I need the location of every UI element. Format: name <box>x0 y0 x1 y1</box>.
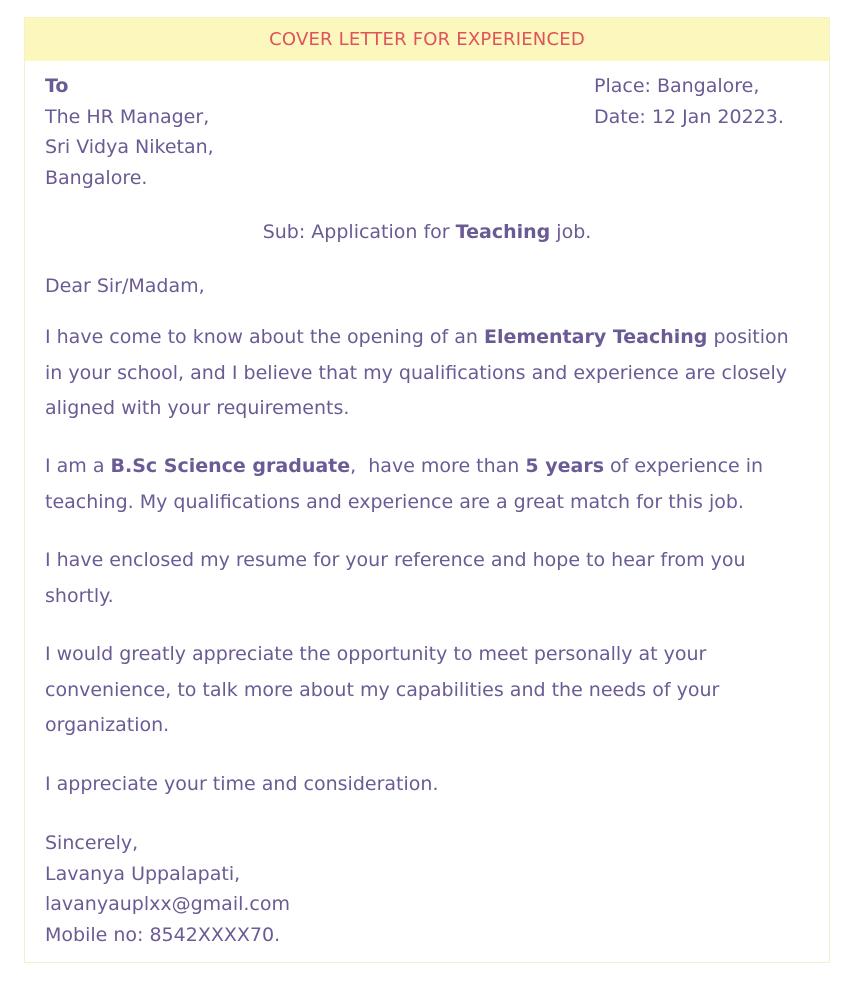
recipient-block <box>45 71 214 193</box>
subject-suffix: job. <box>556 221 592 243</box>
paragraph-opening-text-a: I have come to know about the opening of an <box>45 326 484 348</box>
cover-letter-card <box>24 17 830 963</box>
subject-line <box>45 217 809 247</box>
signature-mobile: Mobile no: 8542XXXX70. <box>45 923 281 946</box>
degree-highlight: B.Sc Science graduate <box>110 455 351 477</box>
header-title: COVER LETTER FOR EXPERIENCED <box>269 29 585 50</box>
recipient-city: Bangalore. <box>45 166 148 189</box>
date-text: Date: 12 Jan 20223. <box>594 105 784 128</box>
address-row <box>45 61 809 211</box>
recipient-organization: Sri Vidya Niketan, <box>45 136 214 158</box>
paragraph-opening <box>45 320 809 427</box>
paragraph-qualifications <box>45 449 809 520</box>
signature-email: lavanyauplxx@gmail.com <box>45 893 290 915</box>
letter-header <box>25 18 829 61</box>
paragraph-qualifications-text-b: , have more than <box>350 455 526 477</box>
paragraph-opening-highlight: Elementary Teaching <box>483 326 708 348</box>
subject-highlight: Teaching <box>455 221 551 243</box>
place-date-block <box>594 71 784 132</box>
signature-closing: Sincerely, <box>45 832 139 854</box>
subject-prefix: Sub: Application for <box>262 221 450 243</box>
paragraph-thanks: I appreciate your time and consideration. <box>45 773 439 795</box>
place-text: Place: Bangalore, <box>594 75 760 97</box>
paragraph-opening-text-b: position in your school, and I believe that my qualifications and experience are closely aligned with your requirements. <box>45 326 789 419</box>
recipient-to-label: To <box>45 75 69 97</box>
paragraph-qualifications-text-c: of experience in teaching. My qualifications and experience are a great match for this job. <box>45 455 764 513</box>
experience-highlight: 5 years <box>525 455 604 477</box>
signature-name: Lavanya Uppalapati, <box>45 862 241 885</box>
letter-content <box>45 61 809 962</box>
paragraph-interview: I would greatly appreciate the opportunity to meet personally at your convenience, to talk more about my capabilities and the needs of your organization. <box>45 643 720 736</box>
signature-block <box>45 828 290 950</box>
paragraph-resume: I have enclosed my resume for your reference and hope to hear from you shortly. <box>45 549 746 607</box>
recipient-title: The HR Manager, <box>45 105 210 128</box>
greeting: Dear Sir/Madam, <box>45 275 205 297</box>
paragraph-qualifications-text-a: I am a <box>45 455 111 477</box>
